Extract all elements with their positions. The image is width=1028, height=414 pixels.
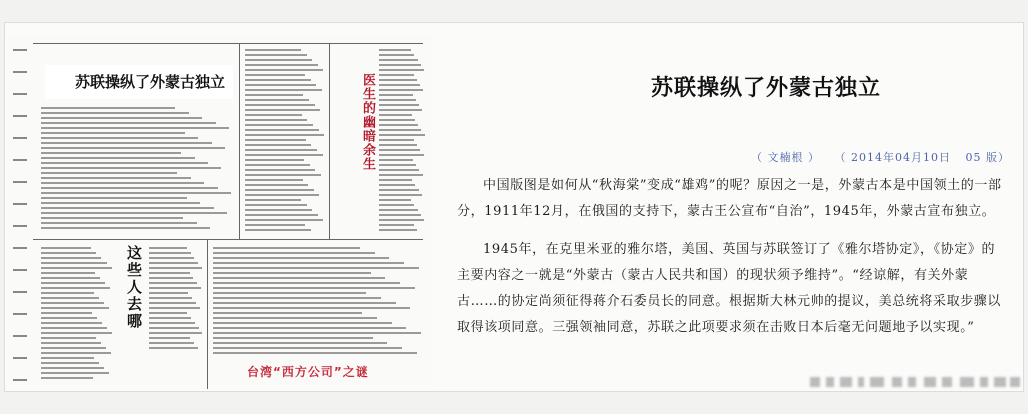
text-line <box>379 149 420 151</box>
newspaper-scan <box>7 35 433 389</box>
text-line <box>379 174 423 176</box>
watermark-block <box>826 377 834 387</box>
text-line <box>379 229 417 231</box>
text-line <box>245 124 313 126</box>
edge-mark <box>13 357 27 359</box>
text-line <box>41 212 227 214</box>
text-line <box>41 107 175 109</box>
text-line <box>379 94 413 96</box>
watermark-block <box>840 377 852 387</box>
text-line <box>379 154 424 156</box>
text-line <box>41 222 197 224</box>
blurred-watermark <box>810 374 1024 390</box>
newspaper-vertical-headline: 这些人去哪 <box>125 245 143 330</box>
text-line <box>213 332 421 334</box>
text-line <box>149 337 190 339</box>
text-line <box>41 182 204 184</box>
text-line <box>149 272 190 274</box>
text-line <box>41 322 102 324</box>
text-line <box>149 247 187 249</box>
text-line <box>149 287 201 289</box>
content-frame <box>4 22 1024 392</box>
text-line <box>41 122 216 124</box>
text-line <box>41 317 97 319</box>
rule <box>207 239 208 389</box>
text-line <box>245 189 314 191</box>
text-line <box>41 357 94 359</box>
text-line <box>245 174 321 176</box>
text-line <box>245 214 318 216</box>
text-line <box>245 199 301 201</box>
text-line <box>149 317 191 319</box>
text-line <box>213 322 392 324</box>
text-line <box>245 84 316 86</box>
text-line <box>41 362 99 364</box>
watermark-block <box>942 377 952 387</box>
text-line <box>213 247 360 249</box>
text-line <box>41 342 101 344</box>
text-line <box>41 167 221 169</box>
text-line <box>245 224 305 226</box>
scan-left-edge <box>7 35 33 389</box>
text-line <box>245 99 309 101</box>
text-line <box>41 332 112 334</box>
text-line <box>41 217 183 219</box>
text-line <box>41 247 91 249</box>
text-line <box>245 49 301 51</box>
text-line <box>41 157 195 159</box>
newspaper-side-headline: 医生的幽暗余生 <box>360 73 375 171</box>
text-line <box>379 204 414 206</box>
text-line <box>245 59 312 61</box>
article-author: （ 文楠根 ） <box>751 151 820 164</box>
text-line <box>41 202 200 204</box>
text-line <box>149 332 202 334</box>
text-line <box>41 262 107 264</box>
text-line <box>245 184 308 186</box>
text-line <box>245 164 310 166</box>
text-line <box>149 262 198 264</box>
text-line <box>213 317 377 319</box>
text-line <box>213 257 389 259</box>
text-line <box>245 144 311 146</box>
edge-mark <box>13 93 27 95</box>
edge-mark <box>13 335 27 337</box>
article-page: 05 版） <box>965 151 1010 164</box>
rule <box>33 43 423 44</box>
text-line <box>41 197 187 199</box>
newspaper-headline: 苏联操纵了外蒙古独立 <box>45 65 233 99</box>
text-line <box>245 69 323 71</box>
text-line <box>41 307 109 309</box>
text-line <box>41 117 202 119</box>
text-line <box>41 132 185 134</box>
text-line <box>379 74 414 76</box>
watermark-block <box>858 377 864 387</box>
edge-mark <box>13 247 27 249</box>
edge-mark <box>13 181 27 183</box>
text-line <box>379 184 415 186</box>
text-line <box>41 377 93 379</box>
article <box>455 63 1015 335</box>
watermark-block <box>924 377 936 387</box>
text-line <box>213 287 415 289</box>
text-line <box>245 179 303 181</box>
text-column <box>41 247 113 382</box>
edge-mark <box>13 313 27 315</box>
text-line <box>379 119 415 121</box>
text-line <box>149 307 200 309</box>
edge-mark <box>13 115 27 117</box>
text-line <box>213 302 396 304</box>
text-line <box>379 169 419 171</box>
text-line <box>379 129 421 131</box>
text-line <box>213 347 402 349</box>
text-line <box>41 227 210 229</box>
text-line <box>41 142 212 144</box>
text-line <box>213 272 371 274</box>
edge-mark <box>13 269 27 271</box>
text-line <box>379 159 413 161</box>
article-body <box>457 173 1003 353</box>
text-line <box>149 312 187 314</box>
text-line <box>149 302 196 304</box>
edge-mark <box>13 225 27 227</box>
text-line <box>245 129 319 131</box>
text-line <box>245 209 312 211</box>
text-line <box>149 277 193 279</box>
text-line <box>379 54 414 56</box>
text-line <box>245 194 319 196</box>
text-line <box>379 84 420 86</box>
text-line <box>213 307 410 309</box>
text-line <box>379 59 418 61</box>
text-line <box>379 144 417 146</box>
text-line <box>245 169 315 171</box>
text-line <box>41 347 106 349</box>
text-line <box>245 159 304 161</box>
text-line <box>379 199 411 201</box>
text-line <box>245 109 320 111</box>
edge-mark <box>13 137 27 139</box>
article-paragraph: 中国版图是如何从“秋海棠”变成“雄鸡”的呢？原因之一是，外蒙古本是中国领土的一部分，1911年12月，在俄国的支持下，蒙古王公宣布“自治”，1945年，外蒙古宣布独立。 <box>457 178 1002 219</box>
newspaper-red-headline: 台湾“西方公司”之谜 <box>247 365 369 379</box>
text-line <box>41 162 208 164</box>
text-line <box>245 229 311 231</box>
text-line <box>213 337 373 339</box>
text-line <box>379 104 419 106</box>
text-line <box>213 262 404 264</box>
text-line <box>379 69 424 71</box>
watermark-block <box>908 377 916 387</box>
edge-mark <box>13 379 27 381</box>
text-line <box>41 297 99 299</box>
text-line <box>41 252 96 254</box>
text-line <box>213 282 400 284</box>
text-line <box>245 139 306 141</box>
text-line <box>41 292 94 294</box>
text-line <box>41 152 181 154</box>
text-line <box>41 352 111 354</box>
text-line <box>41 287 110 289</box>
edge-mark <box>13 71 27 73</box>
text-line <box>41 127 229 129</box>
text-line <box>379 214 421 216</box>
text-line <box>149 297 192 299</box>
text-line <box>149 327 199 329</box>
text-line <box>41 272 95 274</box>
text-column <box>41 107 233 232</box>
text-line <box>379 109 422 111</box>
text-line <box>41 257 101 259</box>
text-line <box>245 134 324 136</box>
rule <box>329 43 330 239</box>
text-line <box>213 327 406 329</box>
text-line <box>245 114 302 116</box>
text-line <box>245 149 317 151</box>
watermark-block <box>960 377 974 387</box>
edge-mark <box>13 159 27 161</box>
text-line <box>213 342 387 344</box>
text-line <box>245 154 323 156</box>
text-line <box>41 337 96 339</box>
rule <box>239 43 240 239</box>
edge-mark <box>13 291 27 293</box>
text-line <box>41 372 109 374</box>
text-line <box>213 352 417 354</box>
text-column <box>213 247 423 357</box>
text-line <box>149 342 194 344</box>
text-line <box>213 267 419 269</box>
text-line <box>149 282 197 284</box>
text-line <box>41 312 92 314</box>
text-line <box>149 257 194 259</box>
text-line <box>41 207 214 209</box>
text-line <box>379 49 411 51</box>
text-line <box>379 209 418 211</box>
watermark-block <box>980 377 988 387</box>
text-line <box>379 179 412 181</box>
text-line <box>41 327 107 329</box>
text-line <box>245 219 323 221</box>
text-line <box>213 297 381 299</box>
text-line <box>379 99 416 101</box>
text-line <box>149 292 188 294</box>
text-line <box>245 119 307 121</box>
text-line <box>245 64 318 66</box>
article-paragraph: 1945年，在克里米亚的雅尔塔，美国、英国与苏联签订了《雅尔塔协定》，《协定》的主要内容之一就是“外蒙古（蒙古人民共和国）的现状须予维持”。“经谅解，有关外蒙古……的协定尚须征得蒋介石委员长的同意。根据斯大林元帅的提议，美总统将采取步骤以取得该项同意。三强领袖同意，苏联之此项要求须在击败日本后毫无问题地予以实现。” <box>457 242 1002 335</box>
rule <box>33 239 423 240</box>
text-column <box>245 49 325 234</box>
text-line <box>379 194 422 196</box>
text-line <box>379 89 423 91</box>
text-line <box>149 252 191 254</box>
edge-mark <box>13 49 27 51</box>
text-line <box>245 89 322 91</box>
text-line <box>379 79 417 81</box>
text-line <box>149 267 202 269</box>
text-line <box>379 134 425 136</box>
article-meta <box>751 149 1020 165</box>
text-line <box>245 74 305 76</box>
text-line <box>41 192 231 194</box>
text-line <box>41 302 104 304</box>
watermark-block <box>994 377 1006 387</box>
text-line <box>379 124 418 126</box>
watermark-block <box>870 377 884 387</box>
text-line <box>213 252 375 254</box>
text-column <box>379 49 425 234</box>
watermark-block <box>810 377 820 387</box>
edge-mark <box>13 203 27 205</box>
watermark-block <box>892 377 902 387</box>
text-line <box>213 292 366 294</box>
text-line <box>41 147 225 149</box>
text-line <box>41 137 198 139</box>
text-line <box>41 177 191 179</box>
text-line <box>245 79 311 81</box>
text-line <box>41 267 112 269</box>
text-line <box>379 224 414 226</box>
text-line <box>379 164 416 166</box>
article-title: 苏联操纵了外蒙古独立 <box>650 76 881 101</box>
text-line <box>41 172 177 174</box>
watermark-block <box>1010 377 1020 387</box>
text-line <box>41 277 100 279</box>
text-line <box>379 114 412 116</box>
text-line <box>41 367 104 369</box>
text-line <box>379 64 421 66</box>
text-line <box>213 277 385 279</box>
text-line <box>245 94 303 96</box>
text-line <box>245 204 307 206</box>
text-line <box>245 104 315 106</box>
text-line <box>379 139 414 141</box>
text-line <box>41 282 105 284</box>
text-line <box>379 219 424 221</box>
text-line <box>149 347 198 349</box>
text-line <box>41 187 218 189</box>
text-line <box>213 312 362 314</box>
text-line <box>41 112 189 114</box>
text-line <box>245 54 307 56</box>
text-line <box>149 322 195 324</box>
text-line <box>379 189 419 191</box>
article-date: （ 2014年04月10日 <box>834 151 951 164</box>
text-column <box>149 247 203 352</box>
